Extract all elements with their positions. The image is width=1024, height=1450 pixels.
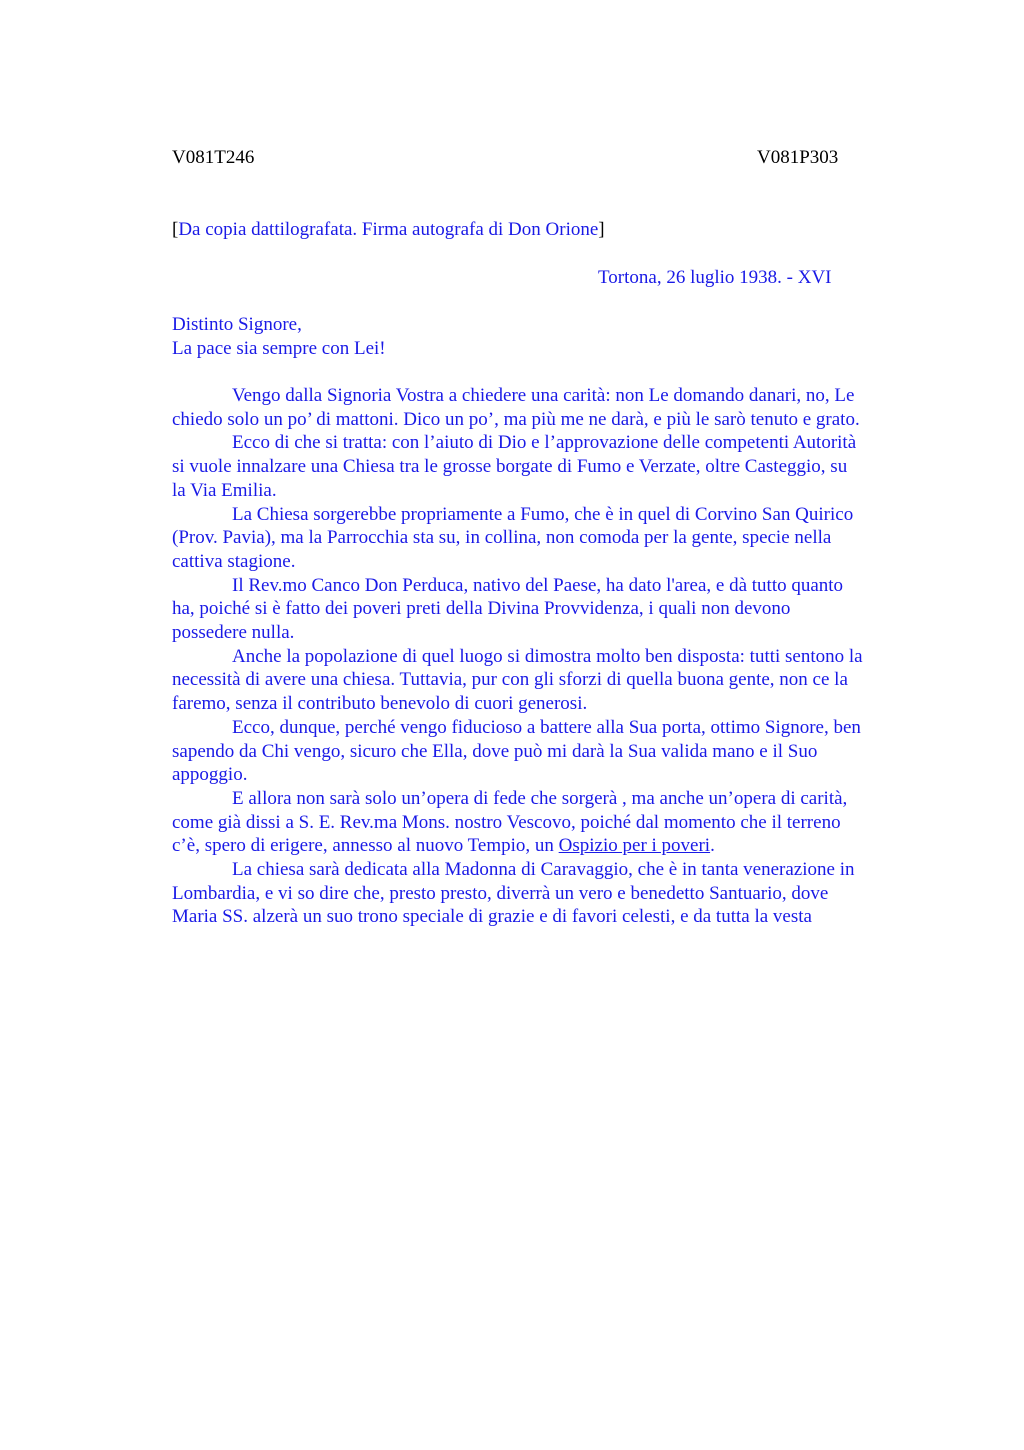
ospizio-link: Ospizio per i poveri	[558, 835, 711, 857]
paragraph-line: appoggio.	[172, 764, 248, 786]
paragraph-line: necessità di avere una chiesa. Tuttavia, pur con gli sforzi di quella buona gente, non ce la	[172, 669, 848, 691]
paragraph	[172, 716, 932, 787]
paragraph-line: possedere nulla.	[172, 622, 295, 644]
paragraph-line: si vuole innalzare una Chiesa tra le grosse borgate di Fumo e Verzate, oltre Casteggio, su	[172, 456, 848, 478]
paragraph	[172, 384, 932, 431]
paragraph-line: Ecco, dunque, perché vengo fiducioso a battere alla Sua porta, ottimo Signore, ben	[232, 716, 861, 738]
paragraph-line: Maria SS. alzerà un suo trono speciale di grazie e di favori celesti, e da tutta la vesta	[172, 906, 812, 928]
paragraph-line: Il Rev.mo Canco Don Perduca, nativo del Paese, ha dato l'area, e dà tutto quanto	[232, 574, 844, 596]
paragraph-line-text: .	[710, 835, 715, 857]
paragraph-line: cattiva stagione.	[172, 550, 296, 572]
source-note-open-bracket: [	[172, 219, 179, 240]
paragraph-line: La Chiesa sorgerebbe propriamente a Fumo, che è in quel di Corvino San Quirico	[232, 503, 854, 525]
paragraph-line: faremo, senza il contributo benevolo di cuori generosi.	[172, 693, 588, 715]
paragraph-line: La chiesa sarà dedicata alla Madonna di Caravaggio, che è in tanta venerazione in	[232, 859, 855, 881]
paragraph-line	[172, 834, 932, 858]
paragraph-line: sapendo da Chi vengo, sicuro che Ella, dove può mi darà la Sua valida mano e il Suo	[172, 740, 818, 762]
paragraph	[172, 858, 932, 929]
paragraph-line: (Prov. Pavia), ma la Parrocchia sta su, in collina, non comoda per la gente, specie nella	[172, 527, 832, 549]
letter-body	[172, 384, 932, 929]
paragraph-line: chiedo solo un po’ di mattoni. Dico un po’, ma più me ne darà, e più le sarò tenuto e grato.	[172, 408, 860, 430]
paragraph	[172, 431, 932, 502]
paragraph-line: come già dissi a S. E. Rev.ma Mons. nostro Vescovo, poiché dal momento che il terreno	[172, 811, 841, 833]
salutation: Distinto Signore,	[172, 314, 302, 335]
document-code-left: V081T246	[172, 147, 255, 168]
paragraph	[172, 787, 932, 858]
source-note-text: Da copia dattilografata. Firma autografa di Don Orione	[178, 219, 599, 240]
source-note-close-bracket: ]	[598, 219, 605, 240]
greeting: La pace sia sempre con Lei!	[172, 338, 386, 359]
paragraph	[172, 645, 932, 716]
paragraph-line: Ecco di che si tratta: con l’aiuto di Dio e l’approvazione delle competenti Autorità	[232, 432, 857, 454]
paragraph-line: la Via Emilia.	[172, 479, 277, 501]
paragraph-line: Lombardia, e vi so dire che, presto presto, diverrà un vero e benedetto Santuario, dove	[172, 882, 829, 904]
date-line: Tortona, 26 luglio 1938. - XVI	[598, 267, 832, 288]
paragraph	[172, 574, 932, 645]
paragraph-line: Vengo dalla Signoria Vostra a chiedere una carità: non Le domando danari, no, Le	[232, 385, 855, 406]
paragraph-line-text: c’è, spero di erigere, annesso al nuovo Tempio, un	[172, 835, 559, 857]
paragraph-line: E allora non sarà solo un’opera di fede che sorgerà , ma anche un’opera di carità,	[232, 787, 848, 809]
source-note	[172, 218, 605, 242]
paragraph	[172, 503, 932, 574]
paragraph-line: Anche la popolazione di quel luogo si dimostra molto ben disposta: tutti sentono la	[232, 645, 863, 667]
document-code-right: V081P303	[757, 147, 839, 168]
paragraph-line: ha, poiché si è fatto dei poveri preti della Divina Provvidenza, i quali non devono	[172, 598, 791, 620]
